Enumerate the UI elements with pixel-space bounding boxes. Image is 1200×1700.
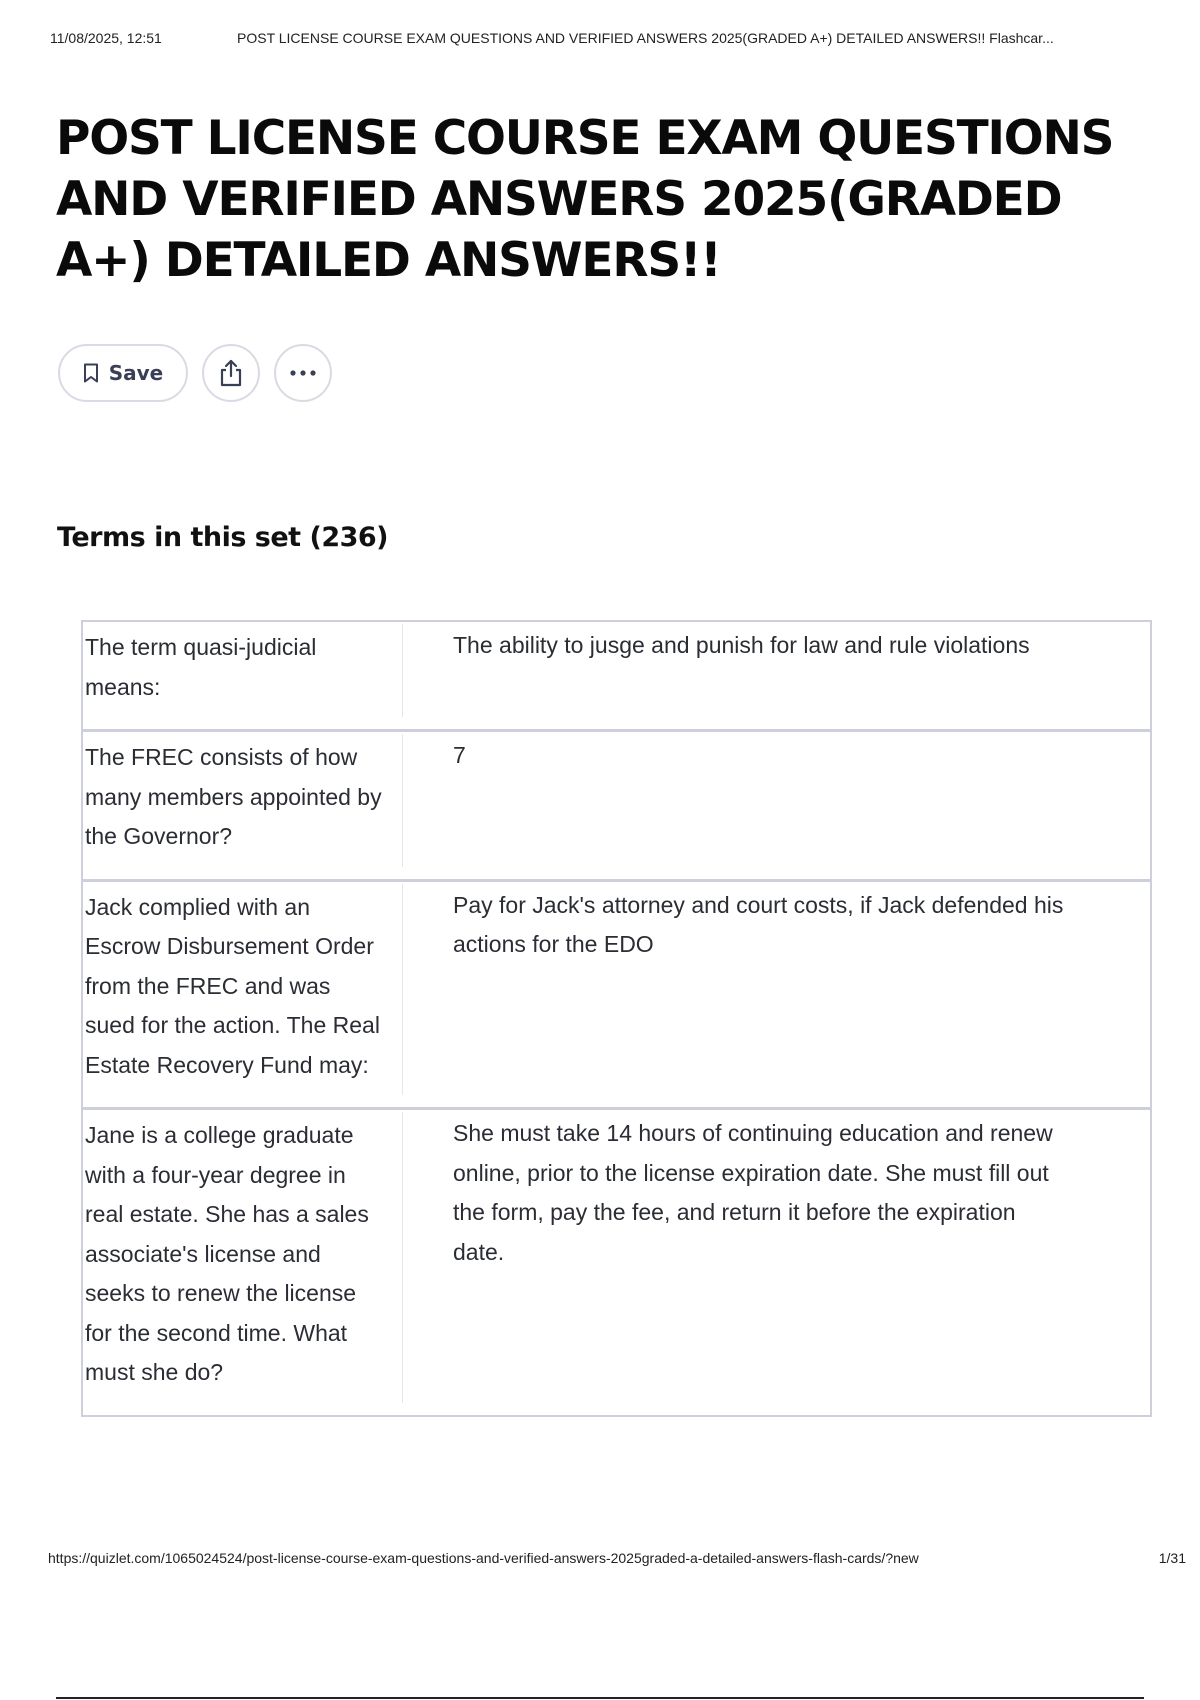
print-url: https://quizlet.com/1065024524/post-license-course-exam-questions-and-verified-answers-2025graded-a-detailed-answers-flash-cards/?new bbox=[48, 1550, 919, 1566]
page-number: 1/31 bbox=[1158, 1550, 1186, 1566]
more-horizontal-icon bbox=[289, 369, 317, 377]
bottom-divider bbox=[56, 1697, 1144, 1699]
save-button-label: Save bbox=[108, 361, 164, 385]
terms-table bbox=[81, 620, 1152, 1417]
more-button[interactable] bbox=[274, 344, 332, 402]
print-date: 11/08/2025, 12:51 bbox=[50, 30, 162, 46]
table-row bbox=[83, 732, 1150, 882]
definition-cell: 7 bbox=[453, 742, 466, 768]
term-cell: Jack complied with an Escrow Disbursement Order from the FREC and was sued for the action. The Real Estate Recovery Fund may: bbox=[83, 884, 403, 1096]
term-cell: The FREC consists of how many members appointed by the Governor? bbox=[83, 734, 403, 867]
print-doc-title: POST LICENSE COURSE EXAM QUESTIONS AND VERIFIED ANSWERS 2025(GRADED A+) DETAILED ANSWERS!! Flashcar... bbox=[237, 30, 1054, 46]
definition-cell: Pay for Jack's attorney and court costs, if Jack defended his actions for the EDO bbox=[453, 891, 1064, 957]
save-button[interactable] bbox=[58, 344, 188, 402]
term-cell: Jane is a college graduate with a four-year degree in real estate. She has a sales associate's license and seeks to renew the license for the second time. What must she do? bbox=[83, 1112, 403, 1403]
table-row bbox=[83, 882, 1150, 1111]
table-row bbox=[83, 1110, 1150, 1415]
definition-cell: She must take 14 hours of continuing education and renew online, prior to the license expiration date. She must fill out the form, pay the fee, and return it before the expiration date. bbox=[453, 1120, 1053, 1265]
definition-cell: The ability to jusge and punish for law and rule violations bbox=[453, 632, 1030, 658]
action-bar bbox=[58, 343, 332, 403]
share-button[interactable] bbox=[202, 344, 260, 402]
share-icon bbox=[218, 359, 244, 387]
bookmark-icon bbox=[83, 363, 99, 383]
print-header bbox=[50, 30, 1180, 52]
terms-heading: Terms in this set (236) bbox=[57, 522, 389, 553]
term-cell: The term quasi-judicial means: bbox=[83, 624, 403, 717]
page-title: POST LICENSE COURSE EXAM QUESTIONS AND VERIFIED ANSWERS 2025(GRADED A+) DETAILED ANSWERS!! bbox=[56, 111, 1114, 288]
table-row bbox=[83, 622, 1150, 732]
